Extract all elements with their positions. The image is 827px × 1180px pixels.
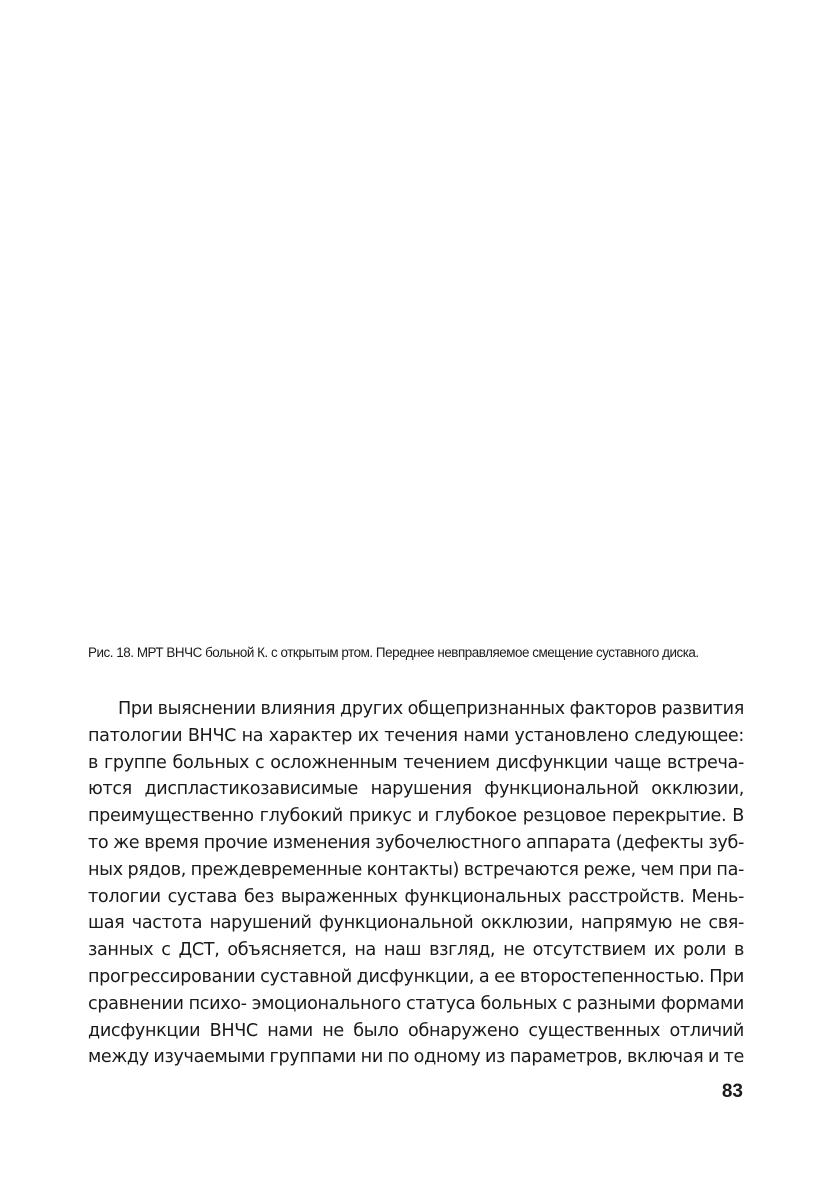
paragraph-line: ных рядов, преждевременные контакты) встречаются реже, чем при па-	[88, 859, 744, 880]
paragraph-line: между изучаемыми группами ни по одному из параметров, включая и те	[88, 1047, 744, 1068]
paragraph-line: тологии сустава без выраженных функциональных расстройств. Мень-	[88, 886, 744, 907]
paragraph-line: шая частота нарушений функциональной окклюзии, напрямую не свя-	[88, 913, 744, 934]
paragraph-line: то же время прочие изменения зубочелюстного аппарата (дефекты зуб-	[88, 832, 744, 853]
figure-caption: Рис. 18. МРТ ВНЧС больной К. с открытым ртом. Переднее невправляемое смещение суставного диска.	[88, 645, 699, 660]
page-number: 83	[721, 1081, 743, 1102]
paragraph-line: занных с ДСТ, объясняется, на наш взгляд, не отсутствием их роли в	[88, 940, 744, 961]
paragraph-line: патологии ВНЧС на характер их течения нами установлено следующее:	[88, 725, 744, 746]
paragraph-line: дисфункции ВНЧС нами не было обнаружено существенных отличий	[88, 1020, 744, 1041]
paragraph-line: преимущественно глубокий прикус и глубокое резцовое перекрытие. В	[88, 806, 744, 827]
figure-image-area	[88, 40, 744, 630]
paragraph-line: в группе больных с осложненным течением дисфункции чаще встреча-	[88, 752, 744, 773]
paragraph-line: При выяснении влияния других общепризнанных факторов развития	[118, 699, 744, 719]
paragraph-line: ются диспластикозависимые нарушения функциональной окклюзии,	[88, 779, 744, 800]
paragraph-line: прогрессировании суставной дисфункции, а ее второстепенностью. При	[88, 966, 744, 987]
body-paragraph	[88, 696, 744, 1071]
paragraph-line: сравнении психо- эмоционального статуса больных с разными формами	[88, 993, 744, 1014]
